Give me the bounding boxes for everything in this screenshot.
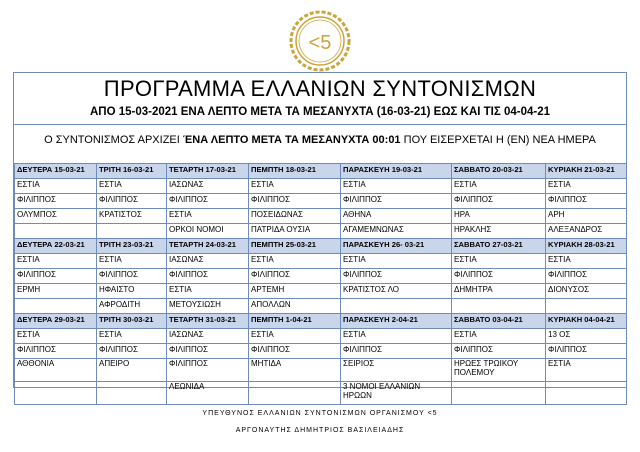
schedule-cell: ΕΣΤΙΑ (167, 284, 249, 299)
day-header: ΣΑΒΒΑΤΟ 03-04-21 (452, 314, 546, 329)
schedule-cell: ΙΑΣΩΝΑΣ (167, 254, 249, 269)
schedule-cell: ΦΙΛΙΠΠΟΣ (452, 194, 546, 209)
schedule-cell: ΕΣΤΙΑ (97, 329, 167, 344)
schedule-cell: ΕΣΤΙΑ (341, 254, 452, 269)
schedule-cell: ΕΣΤΙΑ (15, 329, 97, 344)
date-range-subtitle: ΑΠΟ 15-03-2021 ΕΝΑ ΛΕΠΤΟ ΜΕΤΑ ΤΑ ΜΕΣΑΝΥΧΤΑ (16-03-21) ΕΩΣ ΚΑΙ ΤΙΣ 04-04-21 (89, 106, 550, 118)
schedule-cell: ΑΛΕΞΑΝΔΡΟΣ (546, 224, 627, 239)
schedule-cell: ΦΙΛΙΠΠΟΣ (167, 359, 249, 382)
schedule-cell (452, 382, 546, 405)
schedule-cell: ΑΓΑΜΕΜΝΩΝΑΣ (341, 224, 452, 239)
schedule-cell: ΚΡΑΤΙΣΤΟΣ ΛΟ (341, 284, 452, 299)
schedule-cell: ΕΣΤΙΑ (546, 359, 627, 382)
schedule-cell: ΑΠΟΛΛΩΝ (249, 299, 341, 314)
day-header: ΣΑΒΒΑΤΟ 20-03-21 (452, 164, 546, 179)
notice-emphasis: ΈΝΑ ΛΕΠΤΟ ΜΕΤΑ ΤΑ ΜΕΣΑΝΥΧΤΑ 00:01 (182, 134, 401, 146)
footer-signature: ΑΡΓΟΝΑΥΤΗΣ ΔΗΜΗΤΡΙΟΣ ΒΑΣΙΛΕΙΑΔΗΣ (235, 427, 405, 434)
schedule-cell: ΑΡΤΕΜΗ (249, 284, 341, 299)
table-row (15, 269, 627, 284)
table-row (15, 194, 627, 209)
table-row (15, 329, 627, 344)
schedule-cell: ΕΣΤΙΑ (249, 254, 341, 269)
day-header: ΠΕΜΠΤΗ 18-03-21 (249, 164, 341, 179)
table-row (15, 224, 627, 239)
schedule-cell: ΗΡΑΚΛΗΣ (452, 224, 546, 239)
schedule-cell: ΦΙΛΙΠΠΟΣ (341, 344, 452, 359)
schedule-cell: ΦΙΛΙΠΠΟΣ (167, 269, 249, 284)
table-row (15, 209, 627, 224)
schedule-cell: ΦΙΛΙΠΠΟΣ (249, 344, 341, 359)
schedule-cell: ΦΙΛΙΠΠΟΣ (15, 344, 97, 359)
schedule-cell: ΕΣΤΙΑ (97, 254, 167, 269)
footer-responsible: ΥΠΕΥΘΥΝΟΣ ΕΛΛΑΝΙΩΝ ΣΥΝΤΟΝΙΣΜΩΝ ΟΡΓΑΝΙΣΜΟΥ <5 (202, 410, 438, 417)
schedule-cell (546, 382, 627, 405)
organization-logo (288, 9, 352, 73)
notice-suffix: ΠΟΥ ΕΙΣΕΡΧΕΤΑΙ Η (ΕΝ) ΝΕΑ ΗΜΕΡΑ (400, 134, 596, 146)
schedule-cell: ΕΣΤΙΑ (452, 254, 546, 269)
schedule-cell: ΦΙΛΙΠΠΟΣ (452, 269, 546, 284)
schedule-cell: ΣΕΙΡΙΟΣ (341, 359, 452, 382)
schedule-cell: ΕΣΤΙΑ (452, 179, 546, 194)
schedule-cell: ΚΡΑΤΙΣΤΟΣ (97, 209, 167, 224)
day-header: ΠΕΜΠΤΗ 25-03-21 (249, 239, 341, 254)
schedule-cell: ΜΕΤΟΥΣΙΩΣΗ (167, 299, 249, 314)
schedule-cell: ΜΗΤΙΔΑ (249, 359, 341, 382)
schedule-cell: ΛΕΩΝΙΔΑ (167, 382, 249, 405)
schedule-cell: ΔΗΜΗΤΡΑ (452, 284, 546, 299)
schedule-cell: ΗΡΑ (452, 209, 546, 224)
table-row (15, 299, 627, 314)
schedule-cell: ΗΦΑΙΣΤΟ (97, 284, 167, 299)
schedule-cell: ΦΙΛΙΠΠΟΣ (97, 194, 167, 209)
schedule-cell: ΙΑΣΩΝΑΣ (167, 179, 249, 194)
page-title: ΠΡΟΓΡΑΜΜΑ ΕΛΛΑΝΙΩΝ ΣΥΝΤΟΝΙΣΜΩΝ (103, 76, 537, 101)
week-header-row (15, 164, 627, 179)
schedule-cell (15, 382, 97, 405)
week-header-row (15, 314, 627, 329)
day-header: ΣΑΒΒΑΤΟ 27-03-21 (452, 239, 546, 254)
table-row (15, 382, 627, 405)
notice-prefix: Ο ΣΥΝΤΟΝΙΣΜΟΣ ΑΡΧΙΖΕΙ (44, 134, 183, 146)
schedule-cell: ΕΡΜΗ (15, 284, 97, 299)
start-notice (0, 134, 640, 146)
schedule-cell: ΦΙΛΙΠΠΟΣ (97, 269, 167, 284)
table-row (15, 254, 627, 269)
day-header: ΤΕΤΑΡΤΗ 31-03-21 (167, 314, 249, 329)
schedule-cell: ΦΙΛΙΠΠΟΣ (15, 194, 97, 209)
schedule-cell: ΦΙΛΙΠΠΟΣ (341, 194, 452, 209)
schedule-cell (97, 224, 167, 239)
schedule-cell: ΑΘΗΝΑ (341, 209, 452, 224)
day-header: ΠΑΡΑΣΚΕΥΗ 2-04-21 (341, 314, 452, 329)
schedule-cell: ΟΛΥΜΠΟΣ (15, 209, 97, 224)
schedule-cell: ΙΑΣΩΝΑΣ (167, 329, 249, 344)
schedule-cell: 13 ΟΣ (546, 329, 627, 344)
day-header: ΔΕΥΤΕΡΑ 29-03-21 (15, 314, 97, 329)
schedule-cell (341, 299, 452, 314)
schedule-cell: ΦΙΛΙΠΠΟΣ (167, 194, 249, 209)
schedule-cell (249, 382, 341, 405)
schedule-cell: ΕΣΤΙΑ (546, 179, 627, 194)
schedule-cell (97, 382, 167, 405)
logo-text: <5 (308, 32, 332, 54)
schedule-cell: ΕΣΤΙΑ (546, 254, 627, 269)
schedule-cell: ΕΣΤΙΑ (167, 209, 249, 224)
day-header: ΠΑΡΑΣΚΕΥΗ 26- 03-21 (341, 239, 452, 254)
schedule-cell: ΦΙΛΙΠΠΟΣ (546, 344, 627, 359)
schedule-cell: ΕΣΤΙΑ (341, 179, 452, 194)
schedule-cell: ΠΑΤΡΙΔΑ ΟΥΣΙΑ (249, 224, 341, 239)
day-header: ΠΑΡΑΣΚΕΥΗ 19-03-21 (341, 164, 452, 179)
schedule-cell: ΕΣΤΙΑ (452, 329, 546, 344)
day-header: ΤΡΙΤΗ 16-03-21 (97, 164, 167, 179)
schedule-cell: ΠΟΣΕΙΔΩΝΑΣ (249, 209, 341, 224)
day-header: ΚΥΡΙΑΚΗ 04-04-21 (546, 314, 627, 329)
table-row (15, 359, 627, 382)
schedule-cell: ΦΙΛΙΠΠΟΣ (167, 344, 249, 359)
schedule-cell: 3 ΝΟΜΟΙ ΕΛΛΑΝΙΩΝ ΗΡΩΩΝ (341, 382, 452, 405)
day-header: ΠΕΜΠΤΗ 1-04-21 (249, 314, 341, 329)
schedule-cell: ΗΡΩΕΣ ΤΡΩΙΚΟΥ ΠΟΛΕΜΟΥ (452, 359, 546, 382)
schedule-cell: ΦΙΛΙΠΠΟΣ (249, 194, 341, 209)
day-header: ΚΥΡΙΑΚΗ 28-03-21 (546, 239, 627, 254)
day-header: ΔΕΥΤΕΡΑ 15-03-21 (15, 164, 97, 179)
schedule-cell (15, 299, 97, 314)
table-row (15, 284, 627, 299)
day-header: ΚΥΡΙΑΚΗ 21-03-21 (546, 164, 627, 179)
day-header: ΔΕΥΤΕΡΑ 22-03-21 (15, 239, 97, 254)
schedule-cell: ΦΙΛΙΠΠΟΣ (97, 344, 167, 359)
divider (13, 124, 627, 125)
schedule-cell: ΕΣΤΙΑ (249, 179, 341, 194)
table-row (15, 344, 627, 359)
schedule-cell (452, 299, 546, 314)
schedule-cell: ΑΦΡΟΔΙΤΗ (97, 299, 167, 314)
schedule-cell (15, 224, 97, 239)
week-header-row (15, 239, 627, 254)
schedule-cell: ΕΣΤΙΑ (15, 179, 97, 194)
schedule-cell: ΦΙΛΙΠΠΟΣ (341, 269, 452, 284)
schedule-cell: ΕΣΤΙΑ (15, 254, 97, 269)
schedule-table (14, 163, 627, 405)
schedule-cell: ΕΣΤΙΑ (341, 329, 452, 344)
schedule-cell: ΦΙΛΙΠΠΟΣ (546, 269, 627, 284)
day-header: ΤΡΙΤΗ 23-03-21 (97, 239, 167, 254)
schedule-cell (546, 299, 627, 314)
day-header: ΤΕΤΑΡΤΗ 17-03-21 (167, 164, 249, 179)
schedule-cell: ΕΣΤΙΑ (97, 179, 167, 194)
schedule-cell: ΦΙΛΙΠΠΟΣ (15, 269, 97, 284)
day-header: ΤΕΤΑΡΤΗ 24-03-21 (167, 239, 249, 254)
schedule-cell: ΔΙΟΝΥΣΟΣ (546, 284, 627, 299)
schedule-cell: ΟΡΚΟΙ ΝΟΜΟΙ (167, 224, 249, 239)
schedule-cell: ΑΡΗ (546, 209, 627, 224)
schedule-cell: ΦΙΛΙΠΠΟΣ (249, 269, 341, 284)
day-header: ΤΡΙΤΗ 30-03-21 (97, 314, 167, 329)
schedule-cell: ΑΘΘΟΝΙΑ (15, 359, 97, 382)
schedule-cell: ΦΙΛΙΠΠΟΣ (546, 194, 627, 209)
schedule-cell: ΑΠΕΙΡΟ (97, 359, 167, 382)
schedule-cell: ΦΙΛΙΠΠΟΣ (452, 344, 546, 359)
schedule-cell: ΕΣΤΙΑ (249, 329, 341, 344)
table-row (15, 179, 627, 194)
